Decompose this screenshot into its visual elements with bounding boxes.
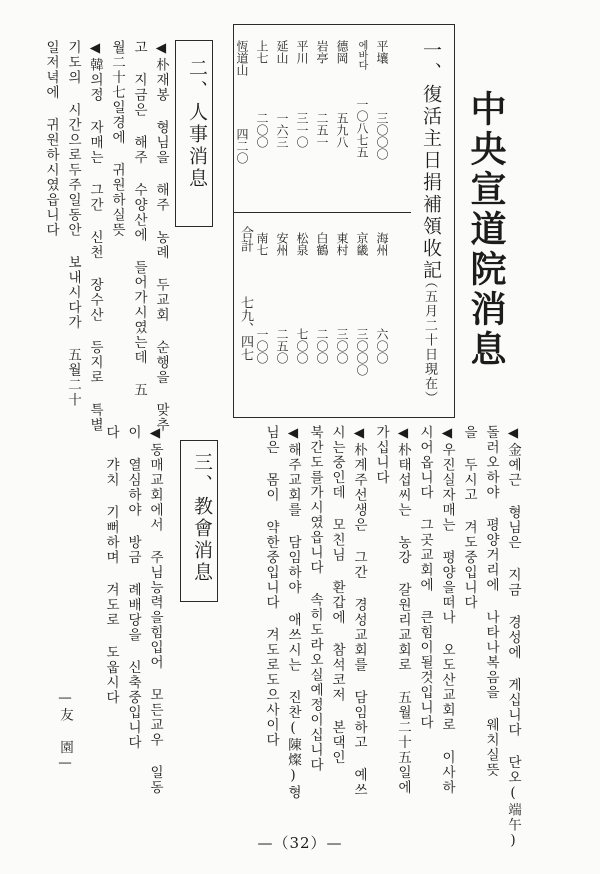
donor-amount: 四二〇 [235, 128, 249, 164]
section3-line: ◀동매교회에서 주님능력을힘입어 모든교우 일동 [147, 425, 163, 795]
page-title: 中央宣道院消息 [465, 90, 507, 370]
donor-place: 南七 [255, 232, 269, 256]
section2-heading: 二、人事消息 [186, 58, 208, 190]
section2-line: 월二十七일경에 귀원하실뜻 [109, 40, 125, 238]
section4-line: 시는중인데 모친님 환갑에 참석코저 본댁인 [329, 425, 345, 765]
section1-date: （五月二十日現在） [422, 275, 437, 406]
section3-line: 이 열심하야 방금 례배당을 신축중입니다 [125, 425, 141, 750]
donor-place: 上七 [255, 40, 269, 64]
section2-line: 고 지금은 해주 수양산에 들어가시였는데 五 [131, 40, 147, 398]
donor-list-upper [235, 40, 390, 208]
donor-place: 岩亭 [315, 40, 329, 64]
total-label: 合計 [238, 226, 253, 252]
donor-place: 京畿 [355, 232, 369, 256]
donor-amount: 二〇〇 [315, 328, 329, 364]
donor-amount: 一六三 [275, 112, 289, 148]
section2-line: ◀朴재봉 형님을 해주 농례 두교회 순행을 맞추 [153, 40, 169, 433]
donor-place: 東村 [335, 232, 349, 256]
donor-place: 平壤 [375, 40, 389, 64]
section2-line: ◀韓의정 자매는 그간 신천 장수산 등지로 특별 [87, 40, 103, 433]
donor-place: 海州 [375, 232, 389, 256]
section4-line: ◀朴태섭씨는 농강 갈원리교회로 五월二十五일에 [395, 425, 411, 795]
total-value: 七九、四七 [238, 296, 253, 361]
section2-line: 기도의 시간으로두주일동안 보내시다가 五월二十 [65, 40, 81, 408]
donor-amount: 一〇〇 [255, 328, 269, 364]
section4-line: ◀해주교회를 담임하야 애쓰시는 진찬(陳燦)형 [285, 425, 301, 800]
donor-place: 德岡 [335, 40, 349, 64]
section4-line: ◀우진실자매는 평양을떠나 오도산교회로 이사하 [439, 425, 455, 795]
section3-body [80, 425, 170, 815]
section3-heading: 三、教會消息 [191, 452, 213, 584]
section4-line: 을 두시고 겨도중입니다 [461, 425, 477, 610]
donor-place: 白鶴 [315, 232, 329, 256]
donor-place: 에바다 [356, 40, 367, 70]
section4-line: 돌러오하야 평양거리에 나타나복음을 웨치실뜻 [483, 425, 499, 778]
section4-line: ◀金예근 형님은 지금 경성에 게십니다 단오(端午) [505, 425, 521, 850]
donor-amount: 七〇〇 [295, 328, 309, 364]
section4-line: ◀朴계주선생은 그간 경성교회를 담임하고 예쓰 [351, 425, 367, 798]
section4-line: 시어옵니다 그곳교회에 큰힘이될것입니다 [417, 425, 433, 730]
section4-line: 가십니다 [373, 425, 389, 485]
donor-amount: 六〇〇 [375, 328, 389, 364]
donor-place: 安州 [275, 232, 289, 256]
page-number: —（32）— [257, 834, 343, 852]
section3-signature: —友 園— [57, 690, 73, 773]
donor-place: 恆道山 [235, 40, 249, 76]
donor-amount: 三一〇 [295, 112, 309, 148]
donor-place: 延山 [275, 40, 289, 64]
donor-amount: 二〇〇 [255, 112, 269, 148]
section2-line: 일저녁에 귀원하시였읍니다 [43, 40, 59, 238]
donor-amount: 三〇〇 [335, 328, 349, 364]
section4-line: 북간도를가시였읍니다 속히도라오실예정이십니다 [307, 425, 323, 773]
donor-amount: 二五一 [315, 112, 329, 148]
section4-line: 님은 몸이 약한중입니다 겨도로도으사이다 [263, 425, 279, 748]
donor-place: 松泉 [295, 232, 309, 256]
donor-amount: 一〇八七五 [355, 98, 369, 158]
donor-list-lower [256, 232, 406, 407]
donor-amount: 五九八 [335, 112, 349, 148]
section3-line: 다 갸치 기뻐하며 겨도로 도웁시다 [103, 425, 119, 705]
donor-amount: 三〇〇〇 [355, 328, 369, 376]
donor-amount: 三〇〇〇 [375, 112, 389, 160]
donor-amount: 二五〇 [275, 328, 289, 364]
donor-place: 平川 [295, 40, 309, 64]
section1-divider [233, 212, 411, 213]
section2-body [20, 40, 172, 433]
section1-heading: 一、復活主日捐補領收記 [420, 40, 442, 282]
